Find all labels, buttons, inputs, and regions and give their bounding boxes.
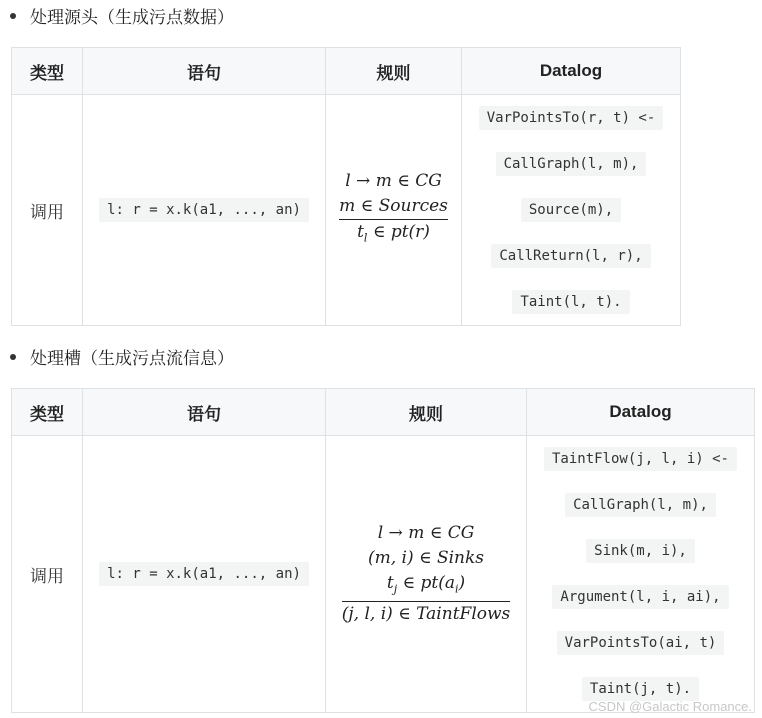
table-row: [12, 95, 681, 326]
rule-conclusion: (j, l, i) ∈ TaintFlows: [341, 604, 511, 625]
rule-cell: [326, 436, 527, 713]
datalog-cell: [462, 95, 681, 326]
rule-premise: (m, i) ∈ Sinks: [367, 547, 485, 568]
rule-premise: $t_j$ ∈ $pt(a_i)$: [386, 572, 466, 596]
datalog-line: VarPointsTo(r, t) <-: [479, 106, 664, 130]
table-header-row: [12, 48, 681, 95]
table-header-row: [12, 389, 755, 436]
statement-code: l: r = x.k(a1, ..., an): [99, 198, 309, 222]
datalog-line: Source(m),: [521, 198, 621, 222]
section1-bullet: [10, 4, 234, 26]
section2-heading: 处理槽（生成污点流信息）: [30, 348, 234, 368]
datalog-line: Taint(j, t).: [582, 677, 699, 701]
datalog-cell: [527, 436, 755, 713]
datalog-line: Argument(l, i, ai),: [552, 585, 728, 609]
header-type: 类型: [12, 48, 83, 95]
statement-cell: [83, 436, 326, 713]
rule-premise: l → m ∈ CG: [345, 171, 442, 192]
header-rule: 规则: [326, 389, 527, 436]
type-cell: 调用: [12, 436, 83, 713]
header-datalog: Datalog: [462, 48, 681, 95]
datalog-line: TaintFlow(j, l, i) <-: [544, 447, 737, 471]
datalog-line: CallReturn(l, r),: [491, 244, 650, 268]
header-type: 类型: [12, 389, 83, 436]
datalog-line: Sink(m, i),: [586, 539, 695, 563]
type-cell: 调用: [12, 95, 83, 326]
datalog-line: VarPointsTo(ai, t): [557, 631, 725, 655]
header-rule: 规则: [326, 48, 462, 95]
rule-cell: [326, 95, 462, 326]
statement-cell: [83, 95, 326, 326]
bullet-dot: [10, 13, 16, 19]
inference-rule: [342, 521, 511, 627]
table-row: [12, 436, 755, 713]
rule-premise: m ∈ Sources: [339, 196, 448, 217]
header-statement: 语句: [83, 48, 326, 95]
sinks-table: [11, 388, 755, 713]
statement-code: l: r = x.k(a1, ..., an): [99, 562, 309, 586]
bullet-dot: [10, 354, 16, 360]
datalog-line: CallGraph(l, m),: [565, 493, 716, 517]
rule-premise: l → m ∈ CG: [377, 522, 475, 543]
header-statement: 语句: [83, 389, 326, 436]
datalog-line: Taint(l, t).: [512, 290, 629, 314]
sources-table: [11, 47, 681, 326]
section2-bullet: [10, 345, 234, 367]
watermark: CSDN @Galactic Romance.: [588, 699, 752, 714]
datalog-line: CallGraph(l, m),: [496, 152, 647, 176]
rule-conclusion: $t_l$ ∈ pt(r): [357, 222, 430, 245]
header-datalog: Datalog: [527, 389, 755, 436]
inference-rule: [339, 169, 448, 250]
section1-heading: 处理源头（生成污点数据）: [30, 7, 234, 27]
